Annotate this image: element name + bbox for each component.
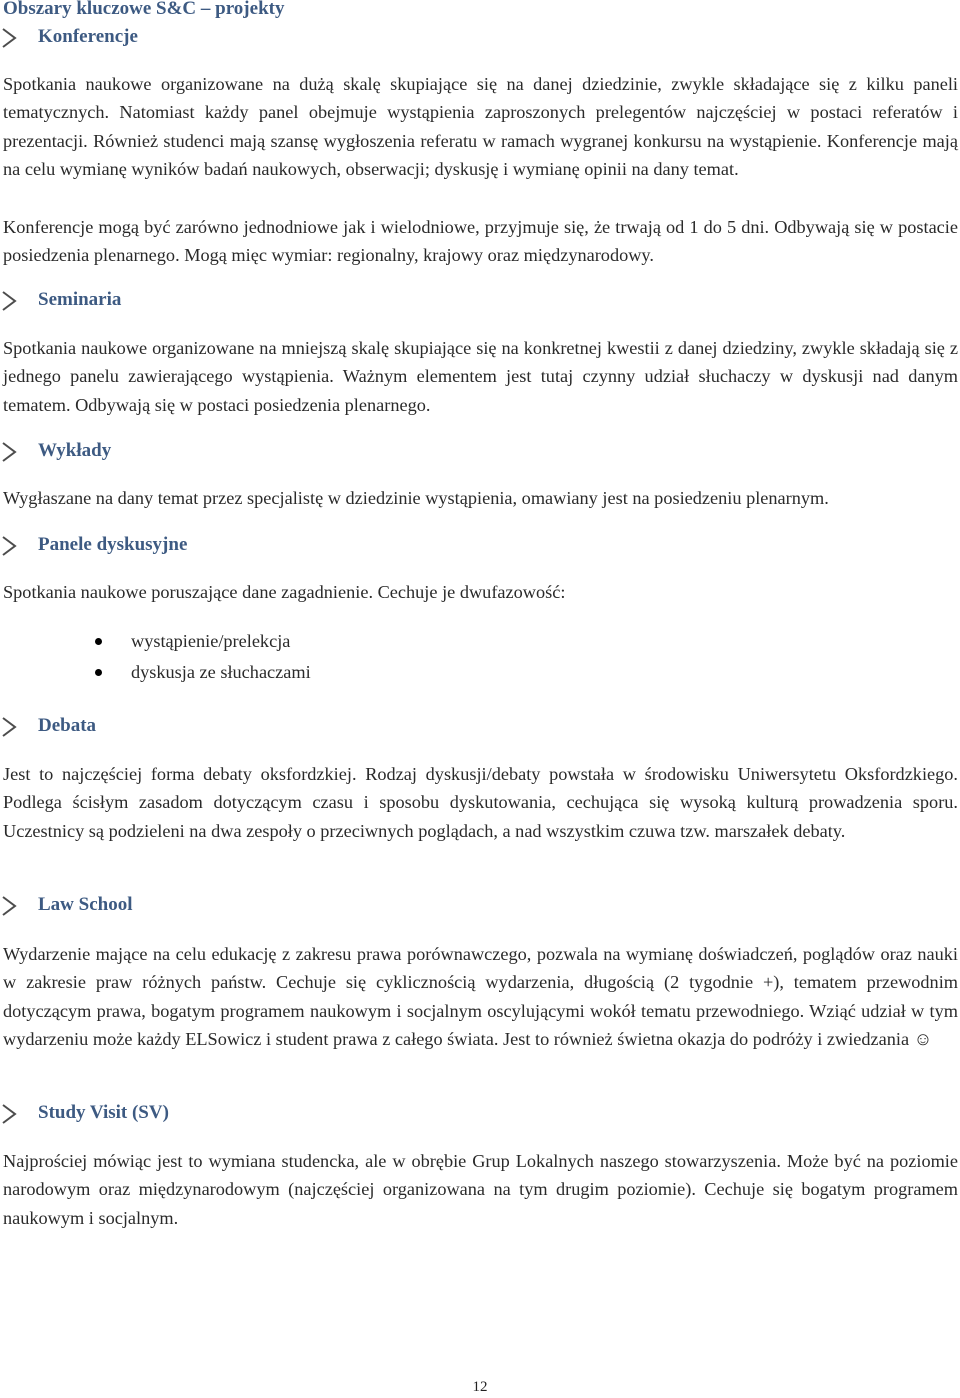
paragraph: Spotkania naukowe organizowane na mniejszą skalę skupiające się na konkretnej kwestii z danej dziedziny, zwykle składają się z jednego panelu zawierającego wystąpienia. Ważnym elementem jest tutaj czynny udział słuchaczy w dyskusji nad danym tematem. Odbywają się w postaci posiedzenia plenarnego. — [3, 338, 958, 415]
section-heading-label: Seminaria — [38, 289, 122, 310]
arrow-check-icon — [0, 440, 26, 464]
section-heading-panele-dyskusyjne — [38, 534, 187, 556]
paragraph: Spotkania naukowe organizowane na dużą skalę skupiające się na danej dziedzinie, zwykle składające się z kilku paneli tematycznych. Natomiast każdy panel obejmuje wystąpienia zaproszonych prelegentów najczęściej w postaci referatów i prezentacji. Również studenci mają szansę wygłoszenia referatu w ramach wygranej konkursu na wystąpienie. Konferencje mają na celu wymianę wyników badań naukowych, obserwacji; dyskusję i wymianę opinii na dany temat. — [3, 74, 958, 180]
arrow-check-icon — [0, 1102, 26, 1126]
section-heading-konferencje — [38, 26, 138, 48]
section-heading-wyklady — [38, 440, 111, 462]
arrow-check-icon — [0, 289, 26, 313]
section-heading-label: Law School — [38, 894, 133, 915]
paragraph: Konferencje mogą być zarówno jednodniowe jak i wielodniowe, przyjmuje się, że trwają od 1 do 5 dni. Odbywają się w postacie posiedzenia plenarnego. Mogą mięc wymiar: regionalny, krajowy oraz międzynarodowy. — [3, 217, 958, 266]
page-number: 12 — [472, 1379, 488, 1395]
section-heading-debata — [38, 715, 96, 737]
section-heading-label: Wykłady — [38, 440, 112, 461]
section-heading-label: Debata — [38, 715, 97, 736]
page-title: Obszary kluczowe S&C – projekty — [3, 0, 285, 19]
arrow-check-icon — [0, 715, 26, 739]
section-heading-law-school — [38, 894, 133, 916]
section-heading-label: Konferencje — [38, 26, 138, 47]
bullet-dot-icon — [95, 638, 102, 645]
arrow-check-icon — [0, 894, 26, 918]
list-item — [95, 657, 311, 688]
paragraph: Najprościej mówiąc jest to wymiana studencka, ale w obrębie Grup Lokalnych naszego stowarzyszenia. Może być na poziomie narodowym oraz międzynarodowym (najczęściej organizowana na tym drugim poziomie). Cechuje się bogatym programem naukowym i socjalnym. — [3, 1151, 958, 1228]
paragraph: Jest to najczęściej forma debaty oksfordzkiej. Rodzaj dyskusji/debaty powstała w środowisku Uniwersytetu Oksfordzkiego. Podlega ścisłym zasadom dotyczącym czasu i sposobu dyskutowania, cechująca się wysoką kulturą prowadzenia sporu. Uczestnicy są podzieleni na dwa zespoły o przeciwnych poglądach, a nad wszystkim czuwa tzw. marszałek debaty. — [3, 764, 958, 841]
section-heading-study-visit — [38, 1102, 169, 1124]
list-item — [95, 626, 311, 657]
section-heading-seminaria — [38, 289, 121, 311]
list-item-label: wystąpienie/prelekcja — [131, 631, 291, 651]
arrow-check-icon — [0, 534, 26, 558]
paragraph: Wygłaszane na dany temat przez specjalistę w dziedzinie wystąpienia, omawiany jest na posiedzeniu plenarnym. — [3, 488, 829, 508]
arrow-check-icon — [0, 26, 26, 50]
bullet-list — [95, 626, 311, 688]
list-item-label: dyskusja ze słuchaczami — [131, 662, 311, 682]
paragraph: Wydarzenie mające na celu edukację z zakresu prawa porównawczego, pozwala na wymianę doświadczeń, poglądów oraz nauki w zakresie praw różnych państw. Cechuje się cyklicznością wydarzenia, długością (2 tygodnie +), tematem przewodnim dotyczącym prawa, bogatym programem naukowym i socjalnym oscylującymi wokół tematu przewodniego. Wziąć udział w tym wydarzeniu może każdy ELSowicz i student prawa z całego świata. Jest to również świetna okazja do podróży i zwiedzania ☺ — [3, 944, 958, 1050]
section-heading-label: Panele dyskusyjne — [38, 534, 188, 555]
section-heading-label: Study Visit (SV) — [38, 1102, 169, 1123]
paragraph: Spotkania naukowe poruszające dane zagadnienie. Cechuje je dwufazowość: — [3, 582, 566, 602]
bullet-dot-icon — [95, 669, 102, 676]
